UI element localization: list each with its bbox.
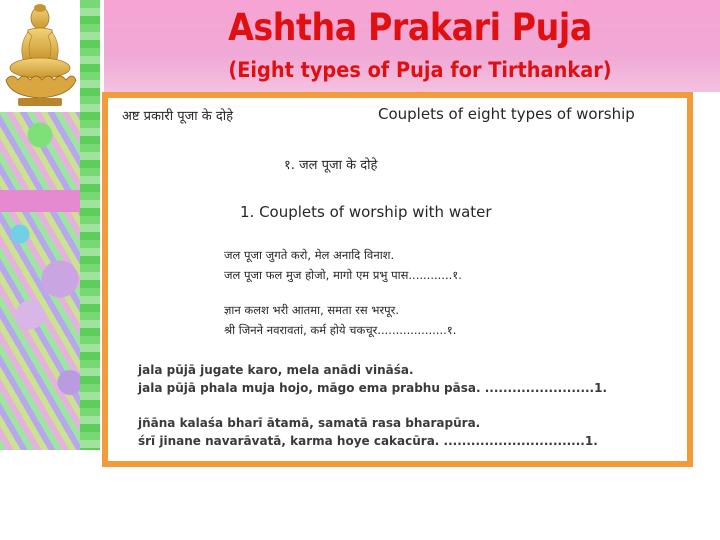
- scanned-document: [108, 98, 687, 461]
- slide-subtitle: (Eight types of Puja for Tirthankar): [228, 58, 612, 82]
- tirthankar-idol-icon: [0, 0, 80, 112]
- hindi-line: श्री जिनने नवरावतां, कर्म होये चकचूर...................१.: [224, 323, 457, 337]
- decorative-strip-edge: [80, 0, 100, 450]
- transliteration-line: jñāna kalaśa bharī ātamā, samatā rasa bharapūra.: [138, 416, 481, 430]
- header-english: Couplets of eight types of worship: [378, 105, 635, 123]
- transliteration-line: jala pūjā jugate karo, mela anādi vināśa.: [138, 363, 414, 377]
- hindi-line: ज्ञान कलश भरी आतमा, समता रस भरपूर.: [224, 303, 400, 317]
- section-title-english: 1. Couplets of worship with water: [240, 203, 492, 221]
- transliteration-line: jala pūjā phala muja hojo, māgo ema prabhu pāsa. ........................1.: [138, 381, 608, 395]
- hindi-line: जल पूजा जुगते करो, मेल अनादि विनाश.: [224, 248, 395, 262]
- section-title-hindi: १. जल पूजा के दोहे: [284, 158, 378, 173]
- transliteration-line: śrī jinane navarāvatā, karma hoye cakacūra. ...............................1.: [138, 434, 598, 448]
- slide-title: Ashtha Prakari Puja: [228, 6, 592, 49]
- hindi-line: जल पूजा फल मुज होजो, मागो एम प्रभु पास............१.: [224, 268, 462, 282]
- header-hindi: अष्ट प्रकारी पूजा के दोहे: [122, 109, 234, 124]
- document-frame: [102, 92, 693, 467]
